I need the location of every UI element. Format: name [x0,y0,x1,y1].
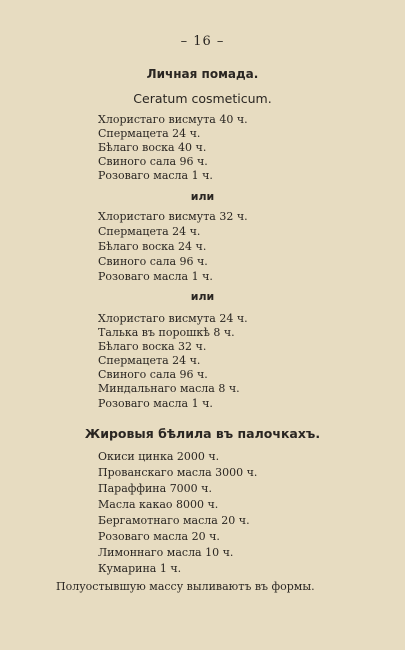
recipe-line: Прованскаго масла 3000 ч. [98,466,258,479]
recipe-line: Розоваго масла 1 ч. [98,270,213,283]
recipe-line: Свиного сала 96 ч. [98,155,208,168]
section-title-lip-pomade: Личная помада. [146,67,259,81]
recipe-line: Спермацета 24 ч. [98,354,201,367]
recipe-line: Кумарина 1 ч. [98,562,182,575]
section-subtitle-latin: Ceratum cosmeticum. [133,91,272,106]
recipe-line: Свиного сала 96 ч. [98,368,208,381]
recipe-line: Бѣлаго воска 24 ч. [98,240,207,253]
recipe-line: Свиного сала 96 ч. [98,255,208,268]
or-separator: или [190,190,215,203]
recipe-line: Талька въ порошкѣ 8 ч. [98,326,235,339]
recipe-line: Розоваго масла 1 ч. [98,397,213,410]
recipe-line: Бѣлаго воска 32 ч. [98,340,207,353]
section-title-fat-whitening: Жировыя бѣлила въ палочкахъ. [84,426,321,441]
recipe-line: Розоваго масла 20 ч. [98,530,220,543]
recipe-line: Хлористаго висмута 24 ч. [98,312,248,325]
recipe-line: Хлористаго висмута 40 ч. [98,113,248,126]
recipe-line: Спермацета 24 ч. [98,127,201,140]
recipe-line: Розоваго масла 1 ч. [98,169,213,182]
recipe-line: Бергамотнаго масла 20 ч. [98,514,250,527]
recipe-line: Бѣлаго воска 40 ч. [98,141,207,154]
recipe-line: Окиси цинка 2000 ч. [98,450,220,463]
closing-instruction: Полуостывшую массу выливаютъ въ формы. [56,580,315,593]
page-number: – 16 – [180,34,225,49]
recipe-line: Хлористаго висмута 32 ч. [98,210,248,223]
recipe-line: Масла какао 8000 ч. [98,498,219,511]
recipe-line: Миндальнаго масла 8 ч. [98,382,240,395]
recipe-line: Спермацета 24 ч. [98,225,201,238]
or-separator: или [190,290,215,303]
recipe-line: Лимоннаго масла 10 ч. [98,546,234,559]
recipe-line: Параффина 7000 ч. [98,482,212,495]
